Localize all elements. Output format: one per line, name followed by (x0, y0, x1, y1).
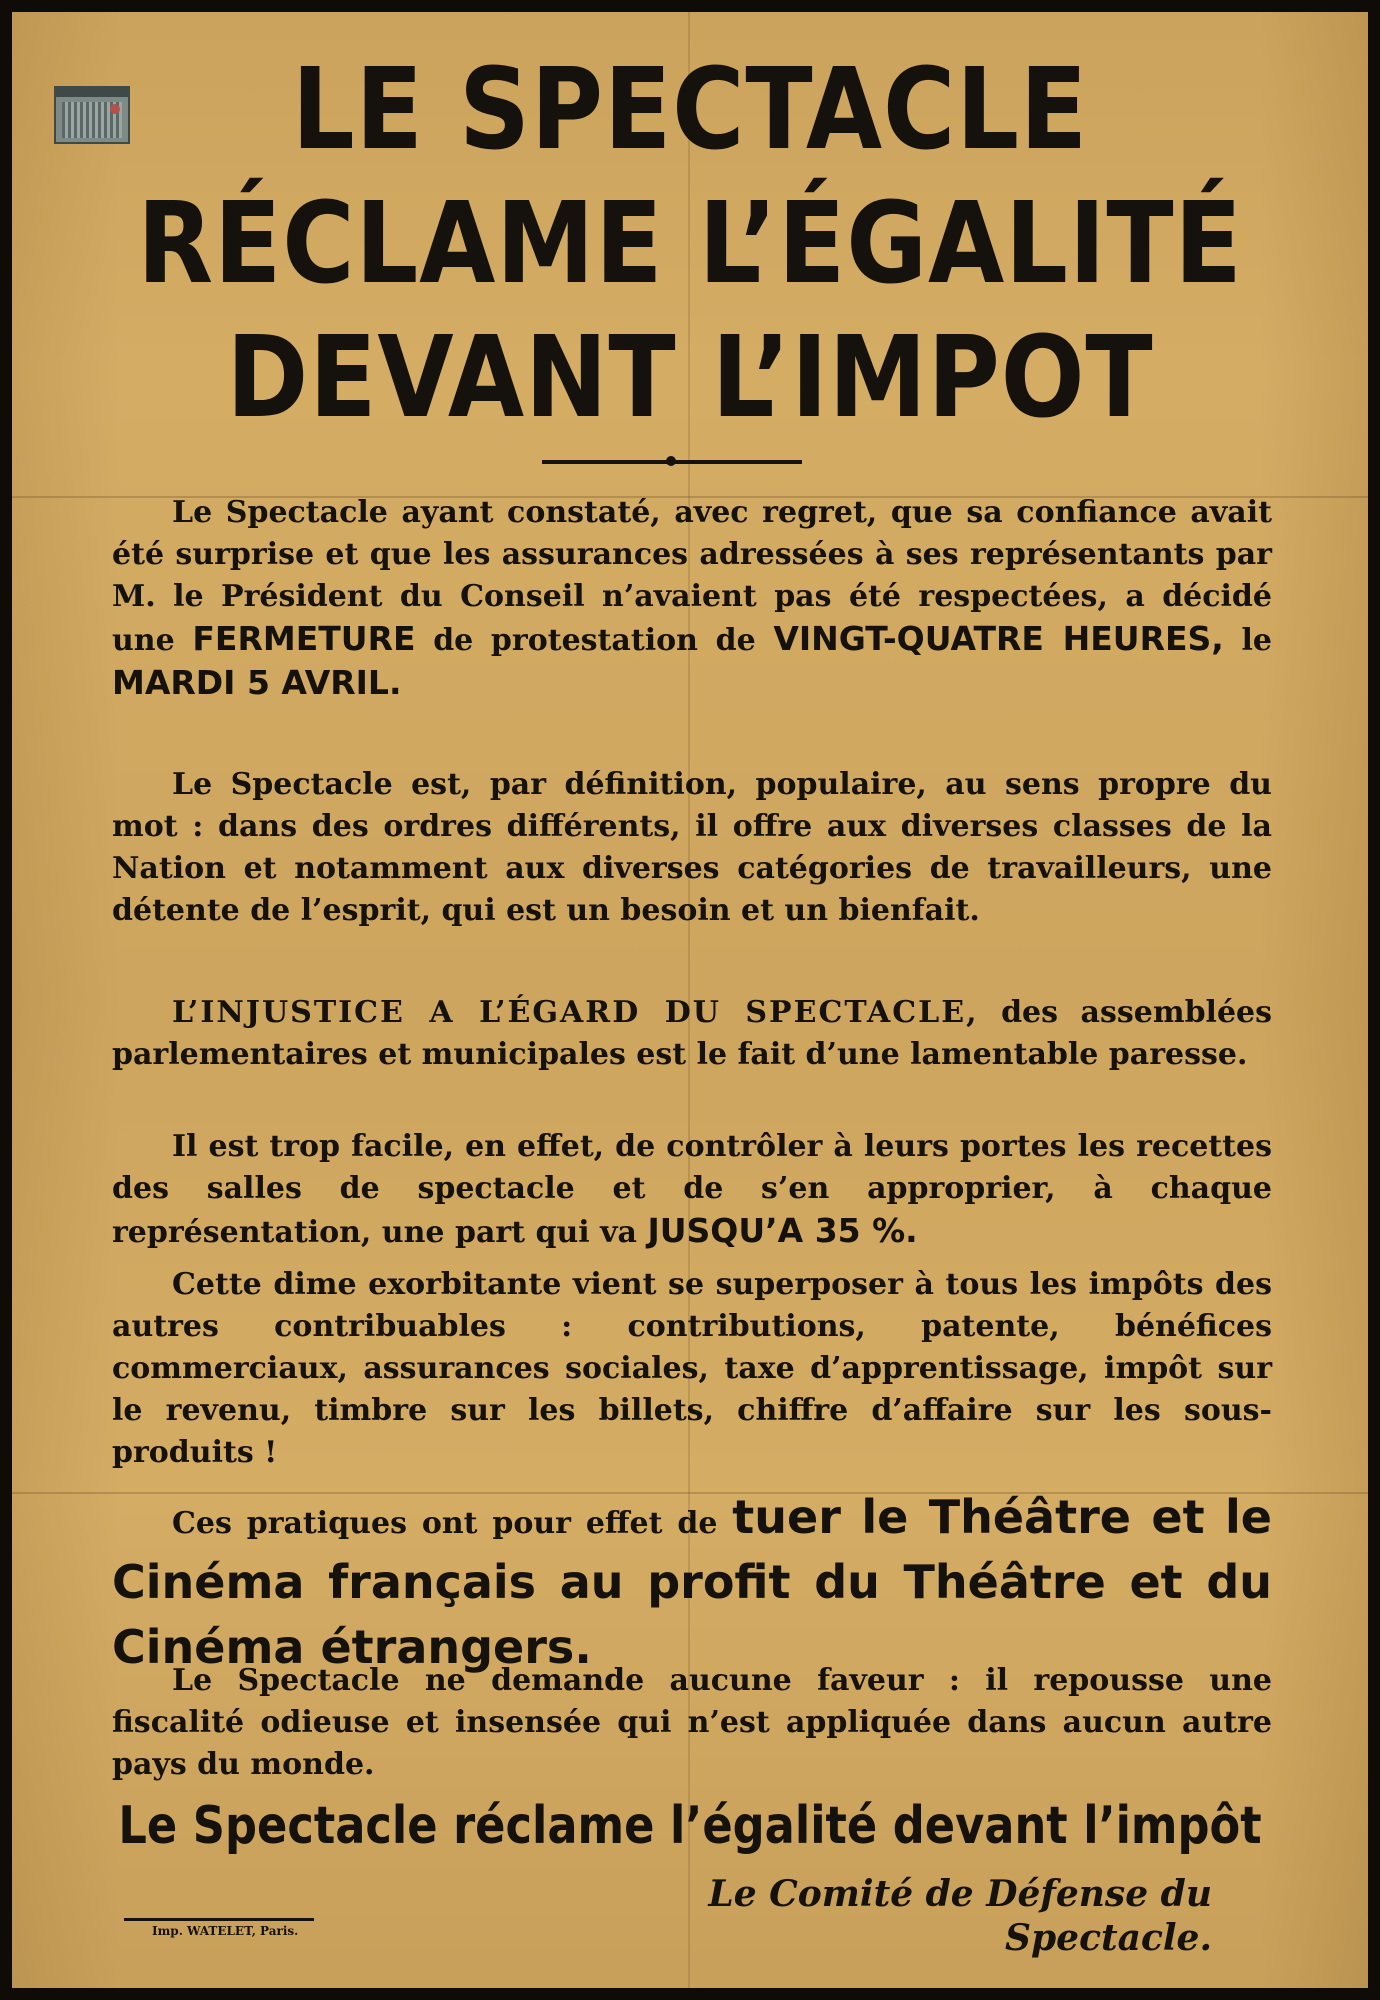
theatre-cinema-emphasis: tuer le Théâtre et le Cinéma français au profit du Théâtre et du Cinéma étrangers. (112, 1490, 1272, 1674)
poster (12, 12, 1368, 1988)
paragraph-pratiques (112, 1488, 1272, 1683)
headline-line-3: DEVANT L’IMPOT (226, 313, 1154, 443)
percentage-emphasis: JUSQU’A 35 %. (647, 1211, 918, 1250)
paragraph-text: Il est trop facile, en effet, de contrôler à leurs portes les recettes des salles de spectacle et de s’en approprier, à chaque représentation, une part qui va (112, 1129, 1272, 1250)
headline-line-2: RÉCLAME L’ÉGALITÉ (137, 179, 1243, 309)
paragraph-faveur: Le Spectacle ne demande aucune faveur : il repousse une fiscalité odieuse et insensée qui n’est appliquée dans aucun autre pays du monde. (112, 1663, 1272, 1782)
duration-emphasis: VINGT-QUATRE HEURES, (773, 619, 1224, 658)
headline-line-1: LE SPECTACLE (291, 45, 1089, 175)
paragraph-text: Le Spectacle ayant constaté, avec regret, que sa confiance avait été surprise et que les assurances adressées à ses représentants par M. le Président du Conseil n’avaient pas été respectées, a décidé une (112, 495, 1272, 658)
paragraph-dime: Cette dime exorbitante vient se superposer à tous les impôts des autres contribuables : contributions, patente, bénéfices commerciaux, assurances sociales, taxe d’apprentissage, impôt sur le revenu, timbre sur les billets, chiffre d’affaire sur les sous-produits ! (112, 1267, 1272, 1470)
paragraph-definition: Le Spectacle est, par définition, populaire, au sens propre du mot : dans des ordres différents, il offre aux diverses classes de la Nation et notamment aux diverses catégories de travailleurs, une détente de l’esprit, qui est un besoin et un bienfait. (112, 767, 1272, 928)
signature: Le Comité de Défense du Spectacle. (708, 1873, 1212, 1959)
paragraph-injustice (112, 992, 1272, 1076)
printer-credit: Imp. WATELET, Paris. (152, 1924, 299, 1938)
paragraph-text: le (1223, 623, 1273, 658)
slogan: Le Spectacle réclame l’égalité devant l’impôt (118, 1796, 1262, 1856)
paragraph-recettes (112, 1126, 1272, 1254)
title-rule-ornament (666, 456, 676, 466)
paragraph-text: Ces pratiques ont pour effet de (172, 1506, 733, 1541)
paragraph-text: de protestation de (415, 623, 774, 658)
paragraph-fermeture (112, 492, 1272, 706)
printer-rule (124, 1918, 314, 1921)
fermeture-emphasis: FERMETURE (192, 619, 416, 658)
paragraph-text: des assemblées parlementaires et municipales est le fait d’une lamentable paresse. (112, 995, 1273, 1072)
date-emphasis: MARDI 5 AVRIL. (112, 663, 402, 702)
injustice-lead: L’INJUSTICE A L’ÉGARD DU SPECTACLE, (172, 995, 979, 1030)
